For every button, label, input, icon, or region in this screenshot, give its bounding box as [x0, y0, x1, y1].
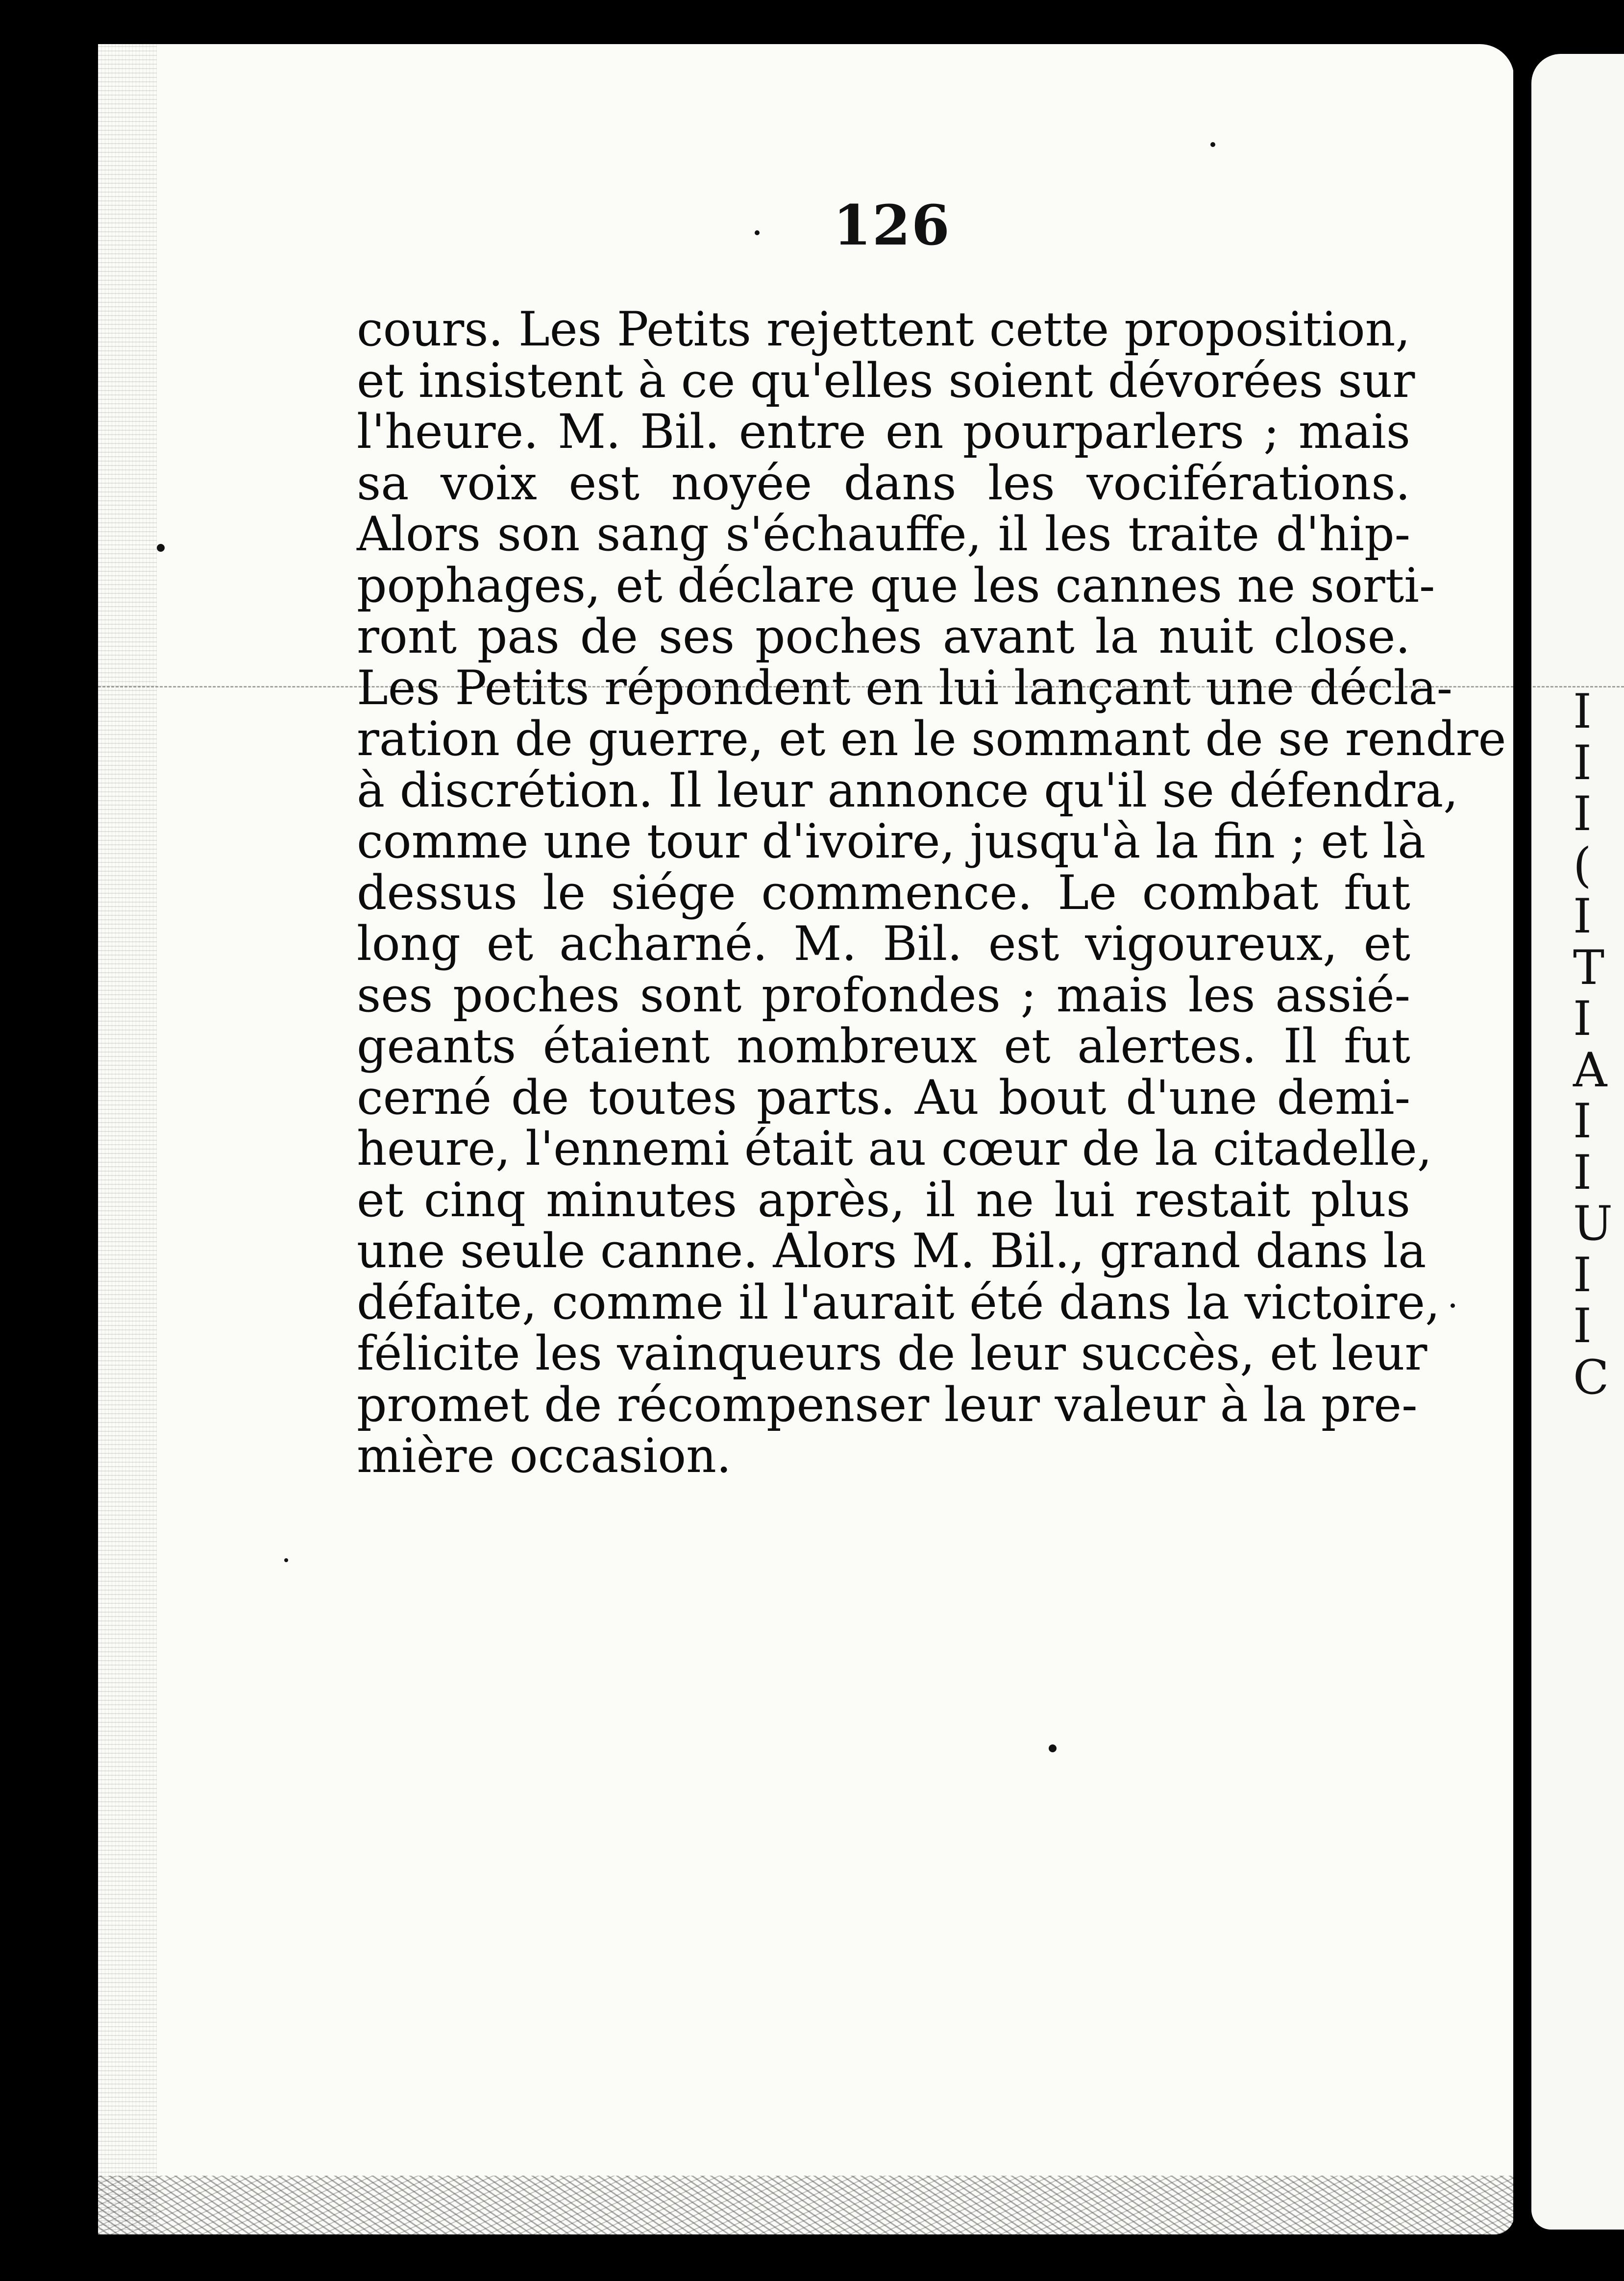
text-line: cours. Les Petits rejettent cette proposition,	[357, 302, 1410, 357]
text-line: promet de récompenser leur valeur à la pre-	[357, 1377, 1418, 1432]
body-text	[357, 302, 1506, 1483]
facing-glyph: I	[1573, 1247, 1592, 1302]
facing-glyph: U	[1573, 1196, 1613, 1251]
text-line: Les Petits répondent en lui lançant une décla-	[357, 660, 1453, 715]
text-line: félicite les vainqueurs de leur succès, et leur	[357, 1326, 1427, 1381]
facing-glyph: I	[1573, 786, 1592, 841]
text-line: l'heure. M. Bil. entre en pourparlers ; mais	[357, 404, 1410, 459]
page-number: 126	[833, 194, 951, 258]
scan-speck	[1049, 1744, 1057, 1752]
text-line: et cinq minutes après, il ne lui restait plus	[357, 1172, 1410, 1227]
text-line: ration de guerre, et en le sommant de se rendre	[357, 711, 1506, 766]
text-line: Alors son sang s'échauffe, il les traite d'hip-	[357, 507, 1410, 562]
text-line: à discrétion. Il leur annonce qu'il se défendra,	[357, 762, 1458, 818]
facing-glyph: I	[1573, 889, 1592, 944]
book-gutter	[1513, 0, 1532, 2281]
text-line: dessus le siége commence. Le combat fut	[357, 865, 1410, 920]
facing-glyph: C	[1573, 1349, 1609, 1405]
text-line: cerné de toutes parts. Au bout d'une demi-	[357, 1070, 1410, 1125]
facing-glyph: I	[1573, 684, 1592, 739]
scan-speck	[1451, 1303, 1455, 1308]
page-bottom-noise	[98, 2176, 1514, 2234]
facing-glyph: I	[1573, 735, 1592, 790]
facing-glyph: I	[1573, 991, 1592, 1046]
scan-speck	[755, 230, 760, 235]
facing-glyph: (	[1573, 837, 1592, 893]
facing-glyph: T	[1573, 940, 1605, 995]
text-line: sa voix est noyée dans les vociférations.	[357, 455, 1410, 511]
text-line: ses poches sont profondes ; mais les assié-	[357, 967, 1410, 1023]
text-line: défaite, comme il l'aurait été dans la victoire,	[357, 1275, 1440, 1330]
text-line: ront pas de ses poches avant la nuit close.	[357, 609, 1410, 664]
facing-glyph: I	[1573, 1299, 1592, 1353]
text-line: mière occasion.	[357, 1428, 732, 1483]
text-line: et insistent à ce qu'elles soient dévorées sur	[357, 353, 1415, 408]
text-line: comme une tour d'ivoire, jusqu'à la fin ; et là	[357, 814, 1426, 869]
page-edge-noise	[98, 44, 157, 2234]
facing-page-text-fragments	[1573, 686, 1622, 1403]
text-line: geants étaient nombreux et alertes. Il fut	[357, 1019, 1410, 1074]
scan-speck	[284, 1558, 288, 1562]
text-line: long et acharné. M. Bil. est vigoureux, et	[357, 916, 1410, 971]
text-line: pophages, et déclare que les cannes ne sorti-	[357, 558, 1435, 613]
facing-glyph: I	[1573, 1094, 1592, 1149]
text-line: une seule canne. Alors M. Bil., grand dans la	[357, 1224, 1427, 1278]
facing-glyph: A	[1573, 1042, 1607, 1098]
scan-speck	[1210, 142, 1215, 147]
text-line: heure, l'ennemi était au cœur de la citadelle,	[357, 1121, 1432, 1176]
scan-speck	[157, 544, 165, 552]
facing-glyph: I	[1573, 1145, 1592, 1200]
